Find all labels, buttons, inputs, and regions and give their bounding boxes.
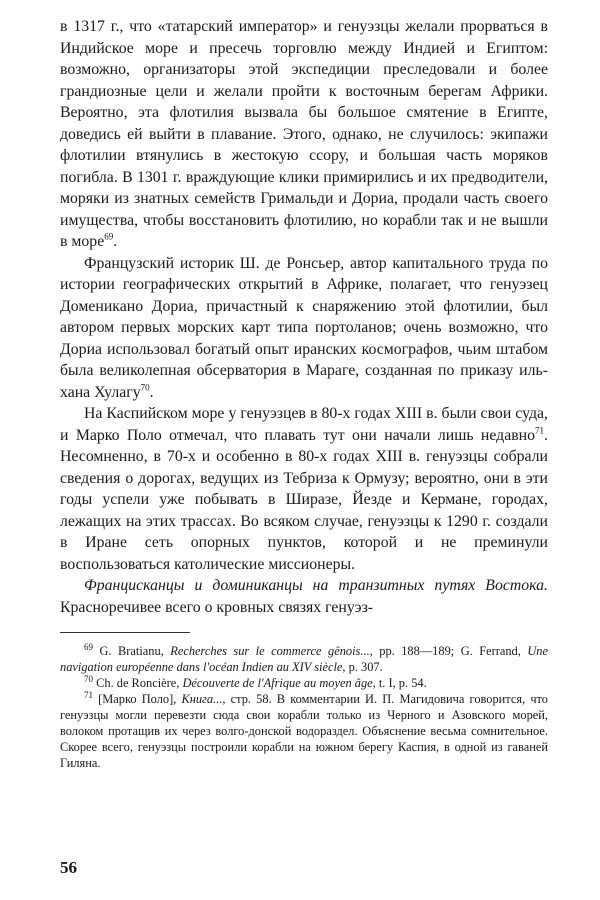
text-run: На Каспийском море у генуэзцев в 80-х годах XIII в. были свои суда, и Марко Поло отмечал, что плавать тут они начали лишь недавно [60,405,548,444]
text-run: , p. 307. [342,660,383,674]
book-page [60,16,548,771]
footnote [60,691,548,771]
italic-text: Францисканцы и доминиканцы на транзитных путях Востока. [84,577,548,594]
text-run: , стр. 58. В комментарии И. П. Магидовича говорится, что генуэзцы могли перевезти сюда свои корабли только из Черного и Азовского морей, волоком протащив их через волго-донской водораздел. Объяснение весьма сомнительное. Скорее всего, генуэзцы построили корабли на южном берегу Каспия, в одной из гаваней Гиляна. [60,692,548,770]
page-number: 56 [60,858,77,877]
paragraph [60,16,548,253]
text-run: [Марко Поло], [98,692,182,706]
text-run: Французский историк Ш. де Ронсьер, автор капитального труда по истории географических открытий в Африке, полагает, что генуэзец Доменикано Дориа, причастный к снаряжению этой флотилии, был автором первых морских карт типа портоланов; очень возможно, что Дориа использовал богатый опыт иранских космографов, чьим штабом была великолепная обсерватория в Мараге, созданная по приказу иль-хана Хулагу [60,254,548,401]
italic-text: Une navigation européenne dans l'océan Indien au XIV siècle [60,644,548,674]
footnote-number: 70 [84,673,93,684]
text-run: . [113,233,118,250]
paragraph [60,575,548,618]
text-run: в 1317 г., что «татарский император» и генуэзцы желали прорваться в Индийское море и пресечь торговлю между Индией и Египтом: возможно, организаторы этой экспедиции преследовали и более грандиозные цели и желали пройти к восточным берегам Африки. Вероятно, эта флотилия вызвала бы большое смятение в Египте, доведись ей выйти в плавание. Этого, однако, не случилось: экипажи флотилии втянулись в жестокую ссору, и большая часть моряков погибла. В 1301 г. враждующие клики примирились и их предводители, моряки из знатных семейств Гримальди и Дориа, продали часть своего имущества, чтобы восстановить флотилию, но корабли так и не вышли в море [60,18,548,250]
text-run: . [149,383,154,401]
text-run: G. Bratianu, [99,644,171,658]
text-run: , pp. 188—189; G. Ferrand, [369,644,528,658]
paragraph [60,403,548,575]
footnote-number: 71 [84,689,93,700]
footnote [60,643,548,675]
italic-text: Книга... [181,692,223,706]
footnote-ref: 70 [140,382,150,393]
italic-text: Découverte de l'Afrique au moyen âge [182,676,373,690]
footnote-ref: 71 [535,425,545,436]
footnote-divider [60,632,190,633]
footnotes [60,643,548,771]
text-run: Красноречивее всего о кровных связях генуэз- [60,598,374,616]
footnote-ref: 69 [104,231,114,242]
footnote [60,675,548,691]
paragraph [60,253,548,404]
text-run: , t. I, p. 54. [372,676,427,690]
text-run: Ch. de Roncière, [96,676,183,690]
footnote-number: 69 [84,641,93,652]
italic-text: Recherches sur le commerce gênois... [170,644,370,658]
main-text [60,16,548,618]
text-run: . Несомненно, в 70-х и особенно в 80-х годах XIII в. генуэзцы собрали сведения о дорогах, ведущих из Тебриза к Ормузу; вероятно, они в эти годы успели уже побывать в Ширазе, Йезде и Кермане, городах, лежащих на этих трассах. Во всяком случае, генуэзцы к 1290 г. создали в Иране сеть опорных пунктов, которой и не преминули воспользоваться католические миссионеры. [60,426,548,573]
